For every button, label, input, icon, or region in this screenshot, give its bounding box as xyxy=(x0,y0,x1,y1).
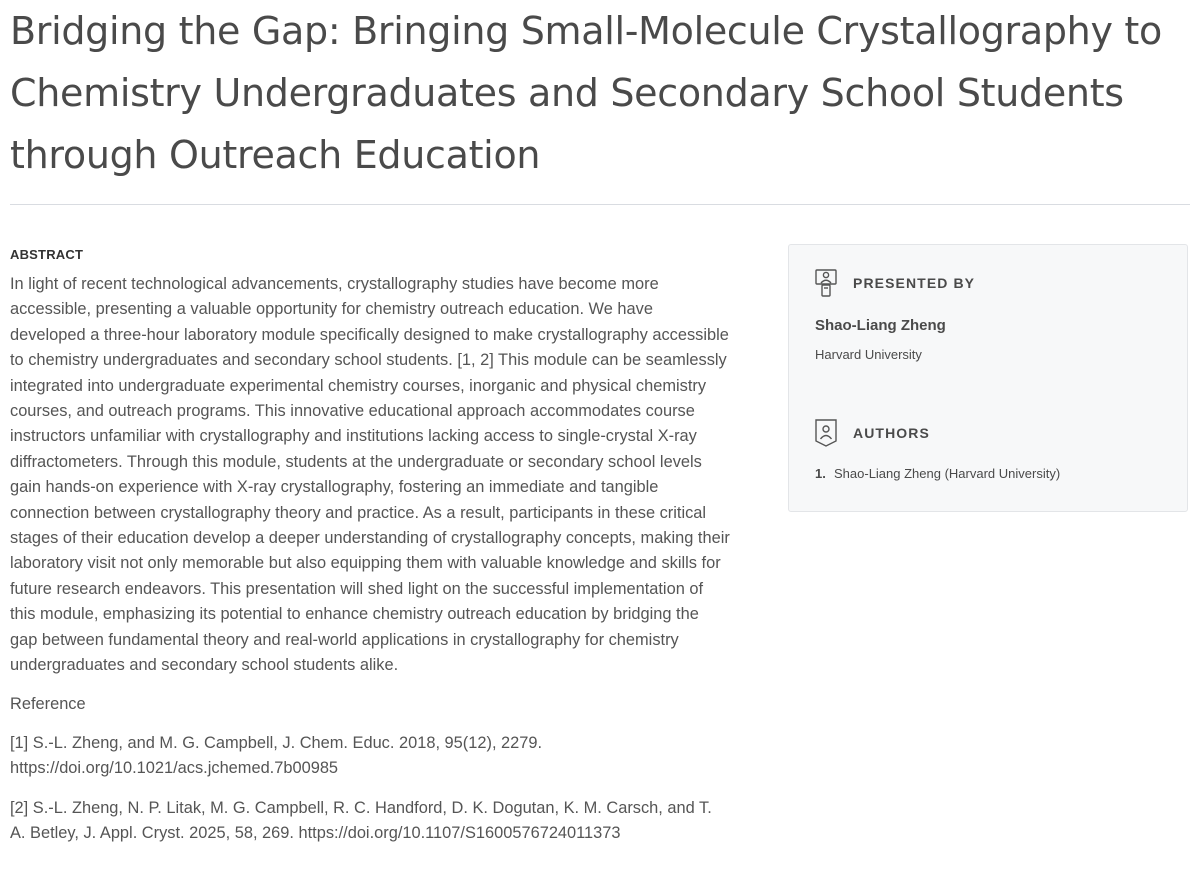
presentation-info-panel xyxy=(788,244,1188,512)
presented-by-heading xyxy=(815,269,975,297)
reference-item-2: [2] S.-L. Zheng, N. P. Litak, M. G. Campbell, R. C. Handford, D. K. Dogutan, K. M. Carsch, and T. A. Betley, J. Appl. Cryst. 2025, 58, 269. https://doi.org/10.1107/S1600576724011373 xyxy=(10,798,712,843)
author-badge-icon xyxy=(815,419,837,447)
abstract-label: ABSTRACT xyxy=(10,247,84,262)
reference-item-1: [1] S.-L. Zheng, and M. G. Campbell, J. Chem. Educ. 2018, 95(12), 2279. https://doi.org/10.1021/acs.jchemed.7b00985 xyxy=(10,733,543,778)
abstract-section xyxy=(10,246,730,847)
author-list xyxy=(815,466,1060,481)
presenter-institution: Harvard University xyxy=(815,347,922,362)
authors-heading xyxy=(815,419,930,447)
presented-by-label: PRESENTED BY xyxy=(853,275,976,291)
title-divider xyxy=(10,204,1190,205)
author-entry: Shao-Liang Zheng (Harvard University) xyxy=(834,466,1061,481)
page-title: Bridging the Gap: Bringing Small-Molecule Crystallography to Chemistry Undergraduates and Secondary School Students through Outreach Education xyxy=(10,9,1162,177)
author-number: 1. xyxy=(815,466,826,481)
list-item xyxy=(815,466,1060,481)
presenter-name: Shao-Liang Zheng xyxy=(815,317,946,334)
presenter-podium-icon xyxy=(815,269,837,297)
authors-label: AUTHORS xyxy=(853,425,930,441)
abstract-body: In light of recent technological advancements, crystallography studies have become more accessible, presenting a valuable opportunity for chemistry outreach education. We have developed a three-hour laboratory module specifically designed to make crystallography accessible to chemistry undergraduates and secondary school students. [1, 2] This module can be seamlessly integrated into undergraduate experimental chemistry courses, inorganic and physical chemistry courses, and outreach programs. This innovative educational approach accommodates course instructors unfamiliar with crystallography and institutions lacking access to single-crystal X-ray diffractometers. Through this module, students at the undergraduate or secondary school levels gain hands-on experience with X-ray crystallography, fostering an immediate and tangible connection between crystallography theory and practice. As a result, participants in these critical stages of their education develop a deeper understanding of crystallography concepts, making their laboratory visit not only memorable but also equipping them with valuable knowledge and skills for future research endeavors. This presentation will shed light on the successful implementation of this module, emphasizing its potential to enhance chemistry outreach education by bridging the gap between fundamental theory and real-world applications in crystallography for chemistry undergraduates and secondary school students alike. xyxy=(10,275,730,675)
reference-heading: Reference xyxy=(10,694,86,713)
